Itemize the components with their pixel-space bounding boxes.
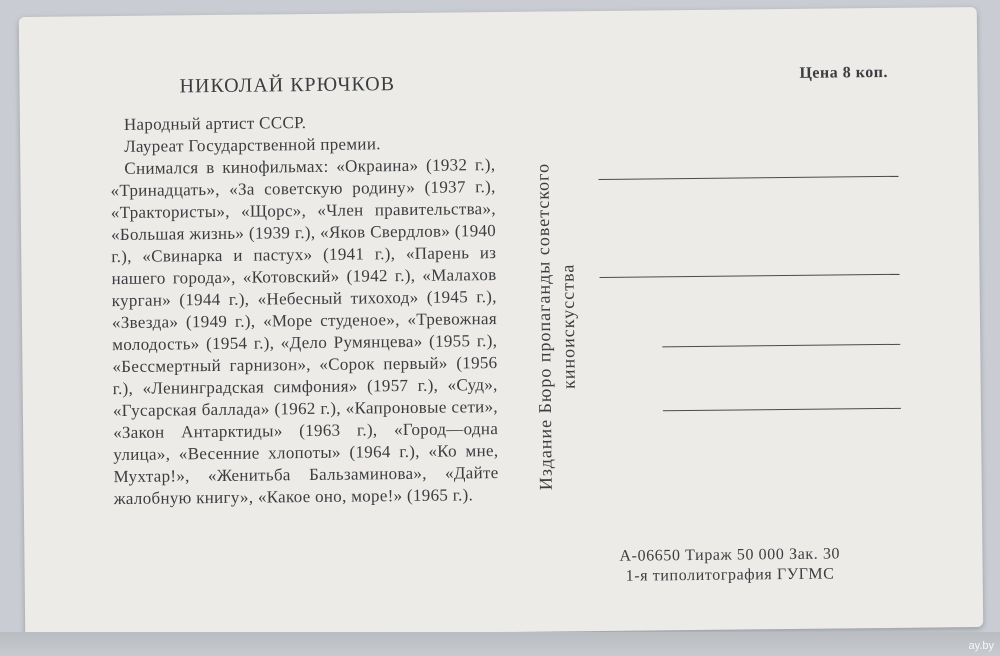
- address-line-2: [600, 274, 900, 278]
- print-info: [619, 544, 840, 586]
- publisher-line-2: киноискусства: [557, 263, 579, 390]
- background-surface: [0, 632, 1000, 656]
- honor-title-1: Народный артист СССР.: [123, 113, 307, 134]
- actor-name: НИКОЛАЙ КРЮЧКОВ: [179, 73, 396, 98]
- printer-name: 1-я типолитография ГУГМС: [625, 565, 835, 585]
- address-line-4: [663, 408, 901, 411]
- price-label: Цена 8 коп.: [799, 63, 888, 82]
- publisher-line-1: Издание Бюро пропаганды советского: [532, 162, 556, 491]
- print-run: А-06650 Тираж 50 000 Зак. 30: [619, 545, 841, 565]
- address-line-1: [599, 176, 899, 180]
- biography: [110, 110, 499, 510]
- filmography-text: Снимался в кинофильмах: «Окраина» (1932 г.), «Тринадцать», «За советскую родину» (1937 г.), «Трактористы», «Щорс», «Член правительства», «Большая жизнь» (1939 г.), «Яков Свердлов» (1940 г.), «Свинарка и пастух» (1941 г.), «Парень из нашего города», «Котовский» (1942 г.), «Малахов курган» (1944 г.), «Небесный тихоход» (1945 г.), «Звезда» (1949 г.), «Море студеное», «Тревожная молодость» (1954 г.), «Дело Румянцева» (1955 г.), «Бессмертный гарнизон», «Сорок первый» (1956 г.), «Ленинградская симфония» (1957 г.), «Суд», «Гусарская баллада» (1962 г.), «Капроновые сети», «Закон Антарктиды» (1963 г.), «Город—одна улица», «Весенние хлопоты» (1964 г.), «Ко мне, Мухтар!», «Женитьба Бальзаминова», «Дайте жалобную книгу», «Какое оно, море!» (1965 г.).: [110, 155, 499, 509]
- honor-title-2: Лауреат Государственной премии.: [124, 134, 381, 156]
- postcard-back: [19, 7, 983, 637]
- publisher-vertical-text: [530, 101, 583, 551]
- address-line-3: [662, 344, 900, 347]
- watermark: ay.by: [968, 640, 994, 652]
